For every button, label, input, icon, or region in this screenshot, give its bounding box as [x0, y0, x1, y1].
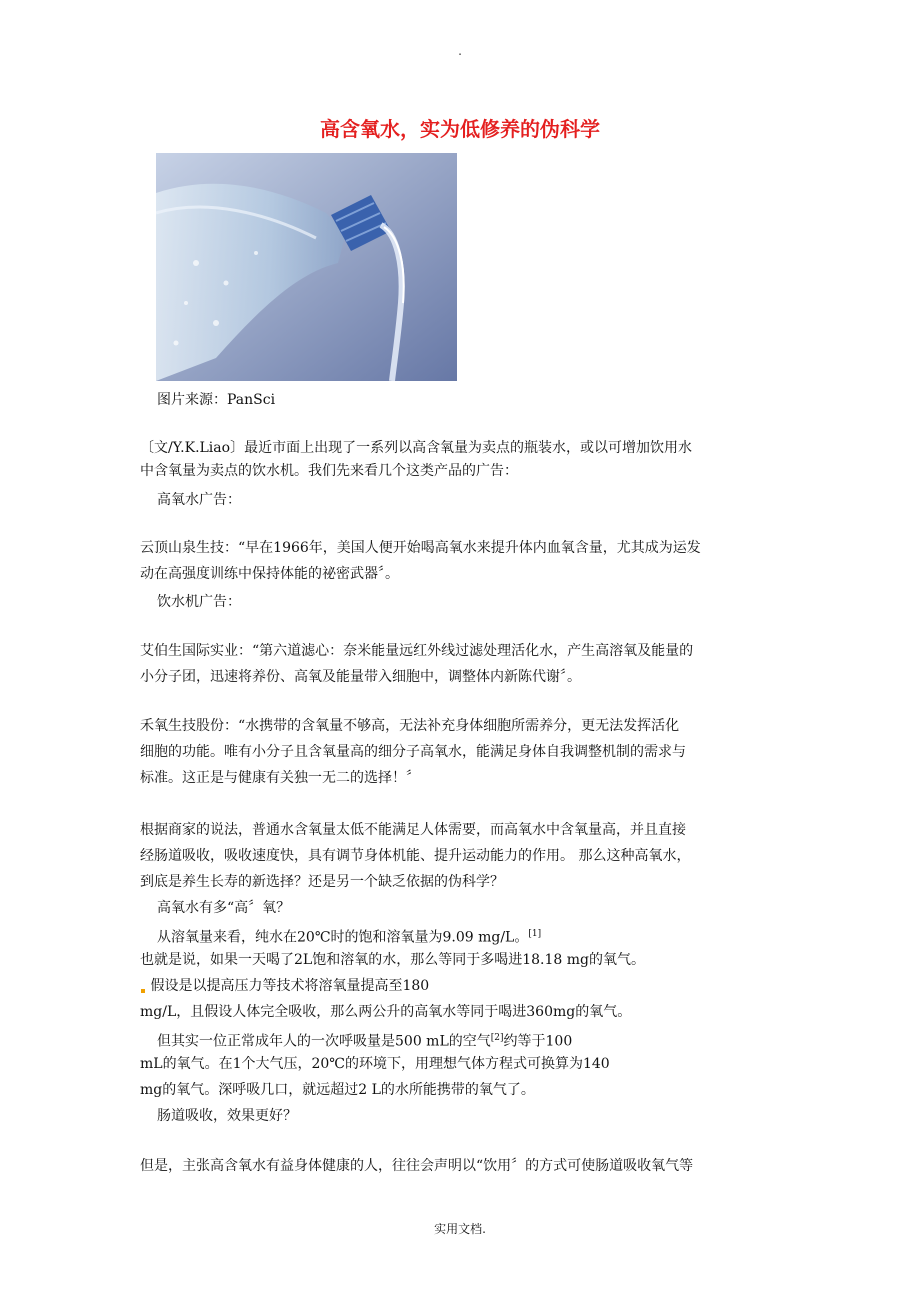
- paragraph-line: 〔文/Y.K.Liao〕最近市面上出现了一系列以高含氧量为卖点的瓶装水，或以可增加饮用水: [140, 440, 693, 456]
- paragraph-line: mg的氧气。深呼吸几口，就远超过2 L的水所能携带的氧气了。: [140, 1082, 535, 1098]
- paragraph-line: 小分子团，迅速将养份、高氧及能量带入细胞中，调整体内新陈代谢〞。: [140, 669, 581, 685]
- reference-1[interactable]: [1]: [528, 929, 542, 939]
- paragraph-line: 到底是养生长寿的新选择？还是另一个缺乏依据的伪科学？: [140, 874, 504, 890]
- paragraph-line: mL的氧气。在1个大气压，20℃的环境下，用理想气体方程式可换算为140: [140, 1056, 610, 1072]
- text-span: 禾氧生技股份：“水携带的含氧量不够高，无法补充身体细胞所需养分，更无法发挥活化: [140, 718, 680, 734]
- section-label: 高氧水有多“高〞氧？: [157, 900, 291, 916]
- paragraph-line: mg/L，且假设人体完全吸收，那么两公升的高氧水等同于喝进360mg的氧气。: [140, 1004, 632, 1020]
- paragraph-line: 标准。这正是与健康有关独一无二的选择！〞: [140, 770, 420, 786]
- paragraph-line: 细胞的功能。唯有小分子且含氧量高的细分子高氧水，能满足身体自我调整机制的需求与: [140, 744, 686, 760]
- paragraph-line: [140, 975, 429, 997]
- section-label: 肠道吸收，效果更好？: [157, 1108, 297, 1124]
- text-span: 从溶氧量来看，纯水在20℃时的饱和溶氧量为9.09 mg/L。: [157, 929, 529, 946]
- paragraph-line: 也就是说，如果一天喝了2L饱和溶氧的水，那么等同于多喝进18.18 mg的氧气。: [140, 952, 645, 968]
- text-span: 假设是以提高压力等技术将溶氧量提高至180: [150, 978, 430, 994]
- text-span: 但其实一位正常成年人的一次呼吸量是500 mL的空气: [157, 1033, 491, 1050]
- text-span: 约等于100: [503, 1033, 573, 1050]
- paragraph-line: 但是，主张高含氧水有益身体健康的人，往往会声明以“饮用〞的方式可使肠道吸收氧气等: [140, 1158, 694, 1174]
- paragraph-line: [157, 923, 541, 949]
- image-caption: 图片来源：PanSci: [157, 392, 276, 408]
- paragraph-line: 经肠道吸收，吸收速度快，具有调节身体机能、提升运动能力的作用。 那么这种高氧水，: [140, 848, 691, 864]
- paragraph-line: 根据商家的说法，普通水含氧量太低不能满足人体需要，而高氧水中含氧量高，并且直接: [140, 822, 686, 838]
- paragraph-line: 云顶山泉生技：“早在1966年，美国人便开始喝高氧水来提升体内血氧含量，尤其成为运发: [140, 540, 701, 556]
- article-title: 高含氧水，实为低修养的伪科学: [320, 117, 600, 141]
- header-mark: .: [458, 44, 462, 58]
- section-label: 饮水机广告：: [157, 594, 241, 610]
- water-bottle-photo: [156, 153, 457, 381]
- page-footer: 实用文档.: [434, 1222, 486, 1236]
- paragraph-line: 艾伯生国际实业：“第六道滤心：奈米能量远红外线过滤处理活化水，产生高溶氧及能量的: [140, 643, 694, 659]
- bullet-marker: [141, 989, 145, 993]
- paragraph-line: 动在高强度训练中保持体能的祕密武器〞。: [140, 566, 399, 582]
- paragraph-line: [140, 715, 679, 737]
- paragraph-line: [140, 460, 518, 482]
- section-label: 高氧水广告：: [157, 492, 241, 508]
- text-span: 中含氧量为卖点的饮水机。我们先来看几个这类产品的广告：: [140, 463, 518, 479]
- paragraph-line: [157, 1027, 572, 1053]
- reference-2[interactable]: [2]: [490, 1033, 504, 1043]
